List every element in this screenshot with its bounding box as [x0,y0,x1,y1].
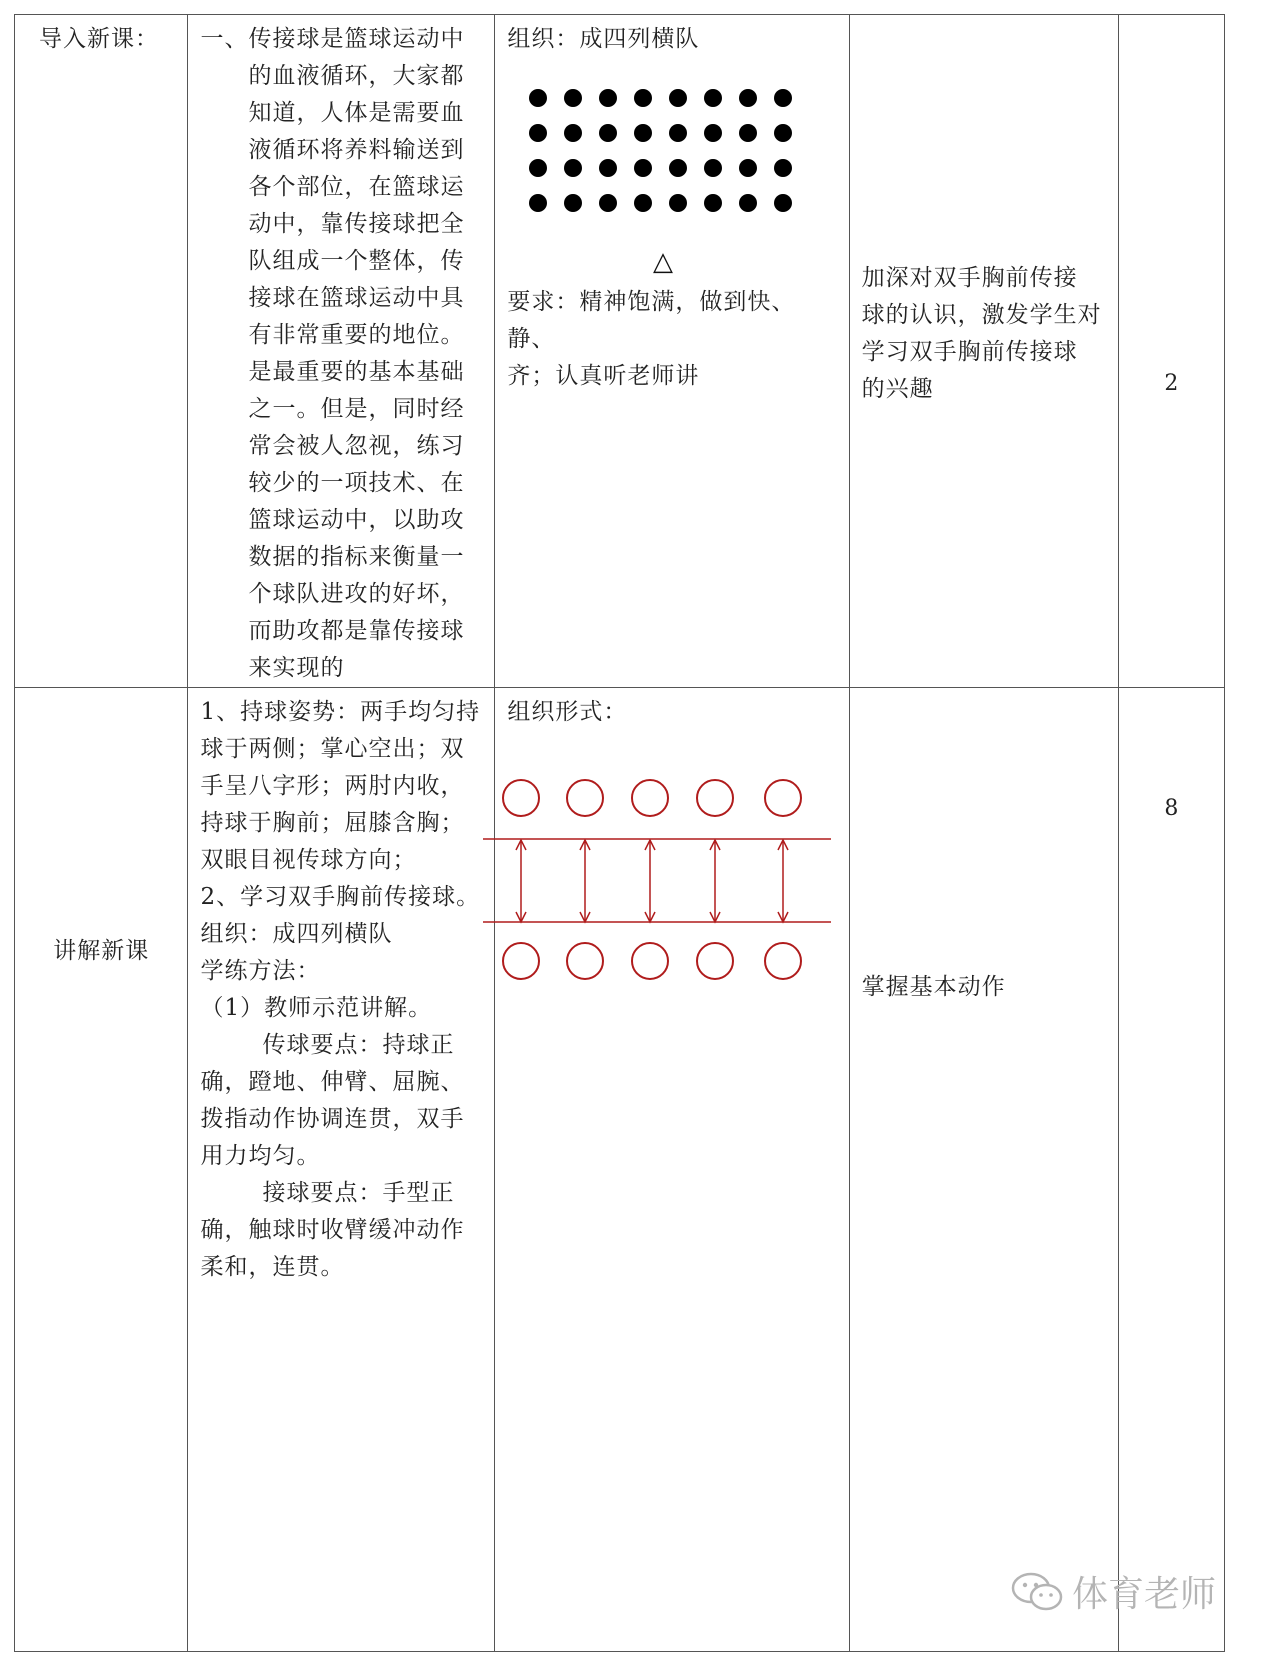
student-dot [704,89,722,107]
watermark-text: 体育老师 [1072,1574,1217,1615]
content-line: 是最重要的基本基础 [248,359,465,385]
requirement-text [495,278,848,395]
student-dot [704,194,722,212]
organization-title: 组织形式： [507,699,628,725]
content-line: 组织：成四列横队 [200,921,393,947]
four-row-formation-diagram [495,58,832,278]
goal-text [850,688,1118,1006]
content-line: 1、持球姿势：两手均匀持 [200,699,481,725]
player-circle-bottom [567,943,603,979]
student-dot [739,89,757,107]
stage-label: 导入新课： [39,26,159,52]
time-minutes: 8 [1164,796,1179,821]
student-dot [634,194,652,212]
pass-point-line: 拨指动作协调连贯，双手 [200,1106,465,1132]
goal-cell-new-lesson [849,688,1118,1652]
player-circle-top [503,780,539,816]
goal-cell-intro [849,15,1118,688]
wechat-icon [1010,1570,1064,1614]
content-line: 双眼目视传球方向； [200,847,417,873]
student-dot [669,124,687,142]
student-dot [564,194,582,212]
content-text [188,688,494,1286]
requirement-line: 齐；认真听老师讲 [507,363,700,389]
table-row-new-lesson [15,688,1225,1652]
student-dots [529,89,792,212]
student-dot [739,194,757,212]
student-dot [739,159,757,177]
student-dot [564,159,582,177]
student-dot [599,124,617,142]
goal-line: 球的认识，激发学生对 [861,302,1102,328]
pass-point-line: 传球要点：持球正 [262,1032,455,1058]
content-line: 的血液循环，大家都 [248,63,465,89]
organization-title: 组织：成四列横队 [507,26,700,52]
content-line: 液循环将养料输送到 [248,137,465,163]
catch-point-line: 接球要点：手型正 [262,1180,455,1206]
content-line: 数据的指标来衡量一 [248,544,465,570]
stage-cell-intro [15,15,188,688]
player-circle-bottom [765,943,801,979]
goal-line: 的兴趣 [861,376,934,402]
student-dot [669,89,687,107]
content-line: 持球于胸前；屈膝含胸； [200,810,465,836]
student-dot [669,159,687,177]
content-text [188,15,494,687]
student-dot [634,124,652,142]
time-minutes: 2 [1164,371,1179,396]
content-line: 一、传接球是篮球运动中 [200,26,465,52]
content-line: 有非常重要的地位。 [248,322,465,348]
content-line: 手呈八字形；两肘内收， [200,773,465,799]
student-dot [529,89,547,107]
content-line: 篮球运动中，以助攻 [248,507,465,533]
content-line: 接球在篮球运动中具 [248,285,465,311]
student-dot [774,89,792,107]
student-dot [529,159,547,177]
student-dot [774,159,792,177]
content-line: 2、学习双手胸前传接球。 [200,884,481,910]
content-line: 而助攻都是靠传接球 [248,618,465,644]
content-line: 队组成一个整体，传 [248,248,465,274]
content-cell-new-lesson [188,688,495,1652]
pass-point-line: 确，蹬地、伸臂、屈腕、 [200,1069,465,1095]
pass-point-line: 用力均匀。 [200,1143,321,1169]
player-circle-top [697,780,733,816]
student-dot [634,89,652,107]
table-row-intro [15,15,1225,688]
time-cell-new-lesson [1118,688,1224,1652]
player-circle-top [567,780,603,816]
catch-point-line: 柔和，连贯。 [200,1254,345,1280]
goal-text [850,15,1118,408]
stage-label: 讲解新课 [53,938,150,964]
content-line: 之一。但是，同时经 [248,396,465,422]
player-circle-bottom [697,943,733,979]
content-line: 来实现的 [248,655,345,681]
student-dot [529,194,547,212]
student-dot [669,194,687,212]
student-dot [564,89,582,107]
player-circle-bottom [503,943,539,979]
stage-cell-new-lesson [15,688,188,1652]
passing-formation-diagram [483,778,820,1018]
goal-line: 加深对双手胸前传接 [861,265,1078,291]
content-line: 个球队进攻的好坏， [248,581,465,607]
player-circle-bottom [632,943,668,979]
student-dot [774,124,792,142]
content-line: 较少的一项技术、在 [248,470,465,496]
content-cell-intro [188,15,495,688]
content-line: 动中，靠传接球把全 [248,211,465,237]
catch-point-line: 确，触球时收臂缓冲动作 [200,1217,465,1243]
content-line: 知道，人体是需要血 [248,100,465,126]
content-line: 学练方法： [200,958,321,984]
goal-line: 掌握基本动作 [861,974,1006,1000]
organization-cell-new-lesson [495,688,849,1652]
student-dot [704,124,722,142]
content-line: （1）教师示范讲解。 [200,995,433,1021]
content-line: 常会被人忽视，练习 [248,433,465,459]
student-dot [564,124,582,142]
time-cell-intro [1118,15,1224,688]
organization-cell-intro [495,15,849,688]
student-dot [529,124,547,142]
watermark [1010,1566,1216,1617]
requirement-line: 要求：精神饱满，做到快、静、 [507,289,796,352]
student-dot [739,124,757,142]
content-line: 各个部位，在篮球运 [248,174,465,200]
passing-pairs [483,780,831,979]
student-dot [704,159,722,177]
lesson-plan-table [14,14,1225,1652]
student-dot [774,194,792,212]
student-dot [599,89,617,107]
student-dot [599,159,617,177]
player-circle-top [632,780,668,816]
goal-line: 学习双手胸前传接球 [861,339,1078,365]
student-dot [634,159,652,177]
content-line: 球于两侧；掌心空出；双 [200,736,465,762]
student-dot [599,194,617,212]
teacher-symbol: △ [653,247,674,277]
player-circle-top [765,780,801,816]
